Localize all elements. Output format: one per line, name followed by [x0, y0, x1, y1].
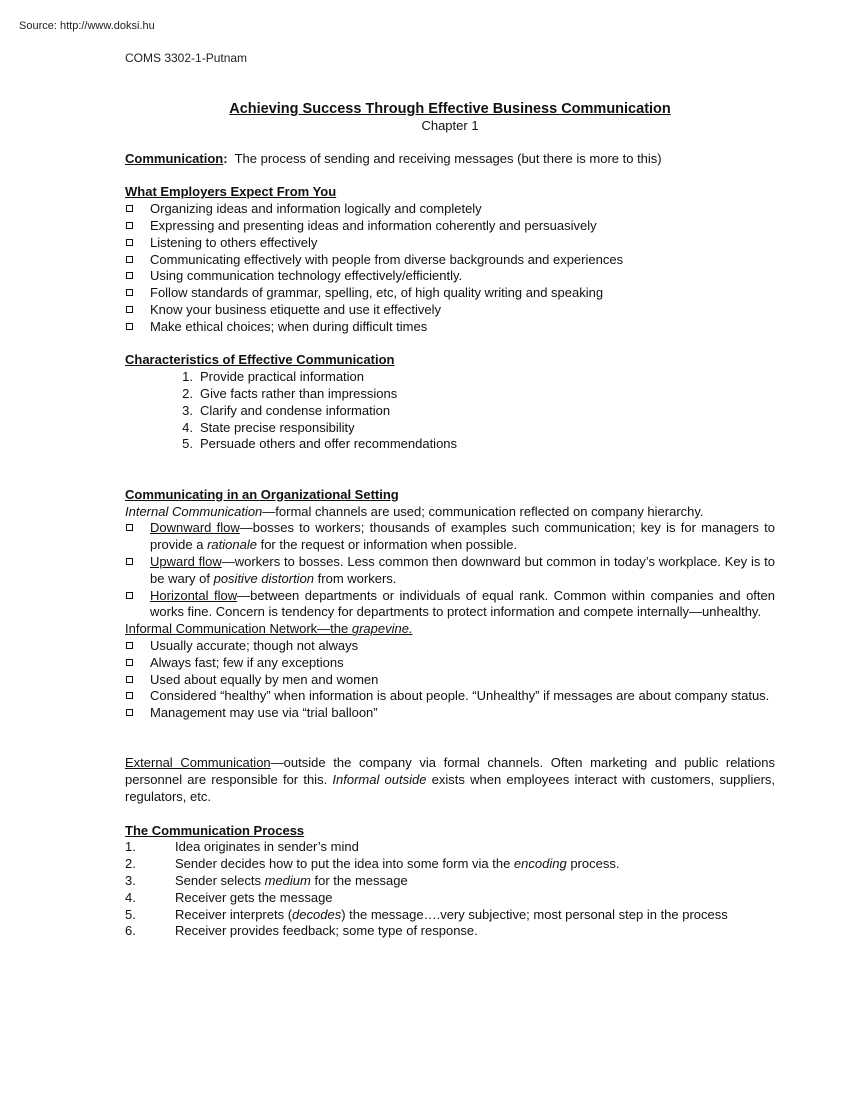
- chapter-label: Chapter 1: [421, 118, 479, 133]
- list-item: 2. Sender decides how to put the idea into some form via the encoding process.: [125, 856, 620, 872]
- definition-text: The process of sending and receiving messages (but there is more to this): [234, 150, 662, 166]
- grapevine-list: [125, 638, 775, 722]
- checkbox-bullet-icon: [126, 659, 133, 666]
- informal-line: Informal Communication Network—the grapevine.: [125, 621, 413, 637]
- checkbox-bullet-icon: [126, 306, 133, 313]
- course-code: COMS 3302-1-Putnam: [125, 51, 248, 65]
- checkbox-bullet-icon: [126, 558, 133, 565]
- list-item: Follow standards of grammar, spelling, etc, of high quality writing and speaking: [125, 285, 775, 302]
- checkbox-bullet-icon: [126, 272, 133, 279]
- external-paragraph: External Communication—outside the company via formal channels. Often marketing and public relations personnel are responsible for this. Informal outside exists when employees interact with customers, suppliers, regulators, etc.: [125, 755, 776, 805]
- list-item: 3. Sender selects medium for the message: [125, 873, 408, 889]
- list-item: 2. Give facts rather than impressions: [182, 385, 398, 401]
- list-item: Considered “healthy” when information is about people. “Unhealthy” if messages are about company status.: [125, 688, 775, 705]
- checkbox-bullet-icon: [126, 642, 133, 649]
- list-item: 5. Persuade others and offer recommendations: [182, 436, 458, 452]
- process-list: [125, 839, 775, 940]
- list-item: Listening to others effectively: [125, 235, 775, 252]
- definition-line: [125, 151, 775, 168]
- internal-label: Internal Communication: [125, 503, 263, 519]
- checkbox-bullet-icon: [126, 289, 133, 296]
- definition-term: Communication: [125, 150, 224, 166]
- characteristics-list: [125, 369, 775, 453]
- list-item: Know your business etiquette and use it effectively: [125, 302, 775, 319]
- checkbox-bullet-icon: [126, 239, 133, 246]
- checkbox-bullet-icon: [126, 692, 133, 699]
- checkbox-bullet-icon: [126, 676, 133, 683]
- source-note: Source: http://www.doksi.hu: [19, 20, 155, 32]
- list-item: Management may use via “trial balloon”: [125, 705, 775, 722]
- external-label: External Communication: [125, 755, 271, 771]
- employers-heading: What Employers Expect From You: [125, 184, 337, 200]
- list-item: Always fast; few if any exceptions: [125, 655, 775, 672]
- characteristics-heading: Characteristics of Effective Communication: [125, 352, 395, 368]
- document-body: [125, 100, 775, 940]
- list-item: Expressing and presenting ideas and information coherently and persuasively: [125, 218, 775, 235]
- list-item: Downward flow—bosses to workers; thousands of examples such communication; key is for managers to provide a rationale for the request or information when possible.: [125, 520, 775, 554]
- list-item: 4. Receiver gets the message: [125, 889, 333, 905]
- list-item: Horizontal flow—between departments or individuals of equal rank. Common within companies and often works fine. Concern is tendency for departments to protect information and compete internally—unhealthy.: [125, 588, 775, 622]
- list-item: 4. State precise responsibility: [182, 419, 355, 435]
- checkbox-bullet-icon: [126, 592, 133, 599]
- list-item: 6. Receiver provides feedback; some type of response.: [125, 923, 478, 939]
- checkbox-bullet-icon: [126, 323, 133, 330]
- checkbox-bullet-icon: [126, 222, 133, 229]
- internal-line: Internal Communication—formal channels are used; communication reflected on company hierarchy.: [125, 503, 704, 519]
- definition-colon: :: [223, 150, 228, 166]
- list-item: 5. Receiver interprets (decodes) the message….very subjective; most personal step in the process: [125, 906, 728, 922]
- list-item: 1. Idea originates in sender’s mind: [125, 839, 359, 855]
- list-item: Organizing ideas and information logically and completely: [125, 201, 775, 218]
- checkbox-bullet-icon: [126, 256, 133, 263]
- list-item: 3. Clarify and condense information: [182, 402, 391, 418]
- list-item: 1. Provide practical information: [182, 369, 365, 385]
- document-title: Achieving Success Through Effective Business Communication: [229, 101, 671, 117]
- list-item: Used about equally by men and women: [125, 672, 775, 689]
- flow-list: [125, 520, 775, 621]
- checkbox-bullet-icon: [126, 205, 133, 212]
- employers-list: [125, 201, 775, 335]
- checkbox-bullet-icon: [126, 524, 133, 531]
- list-item: Using communication technology effectively/efficiently.: [125, 268, 775, 285]
- list-item: Upward flow—workers to bosses. Less common then downward but common in today’s workplace. Key is to be wary of positive distortion from workers.: [125, 554, 775, 588]
- checkbox-bullet-icon: [126, 709, 133, 716]
- list-item: Usually accurate; though not always: [125, 638, 775, 655]
- org-heading: Communicating in an Organizational Setting: [125, 486, 399, 502]
- list-item: Communicating effectively with people from diverse backgrounds and experiences: [125, 252, 775, 269]
- list-item: Make ethical choices; when during difficult times: [125, 319, 775, 336]
- process-heading: The Communication Process: [125, 822, 305, 838]
